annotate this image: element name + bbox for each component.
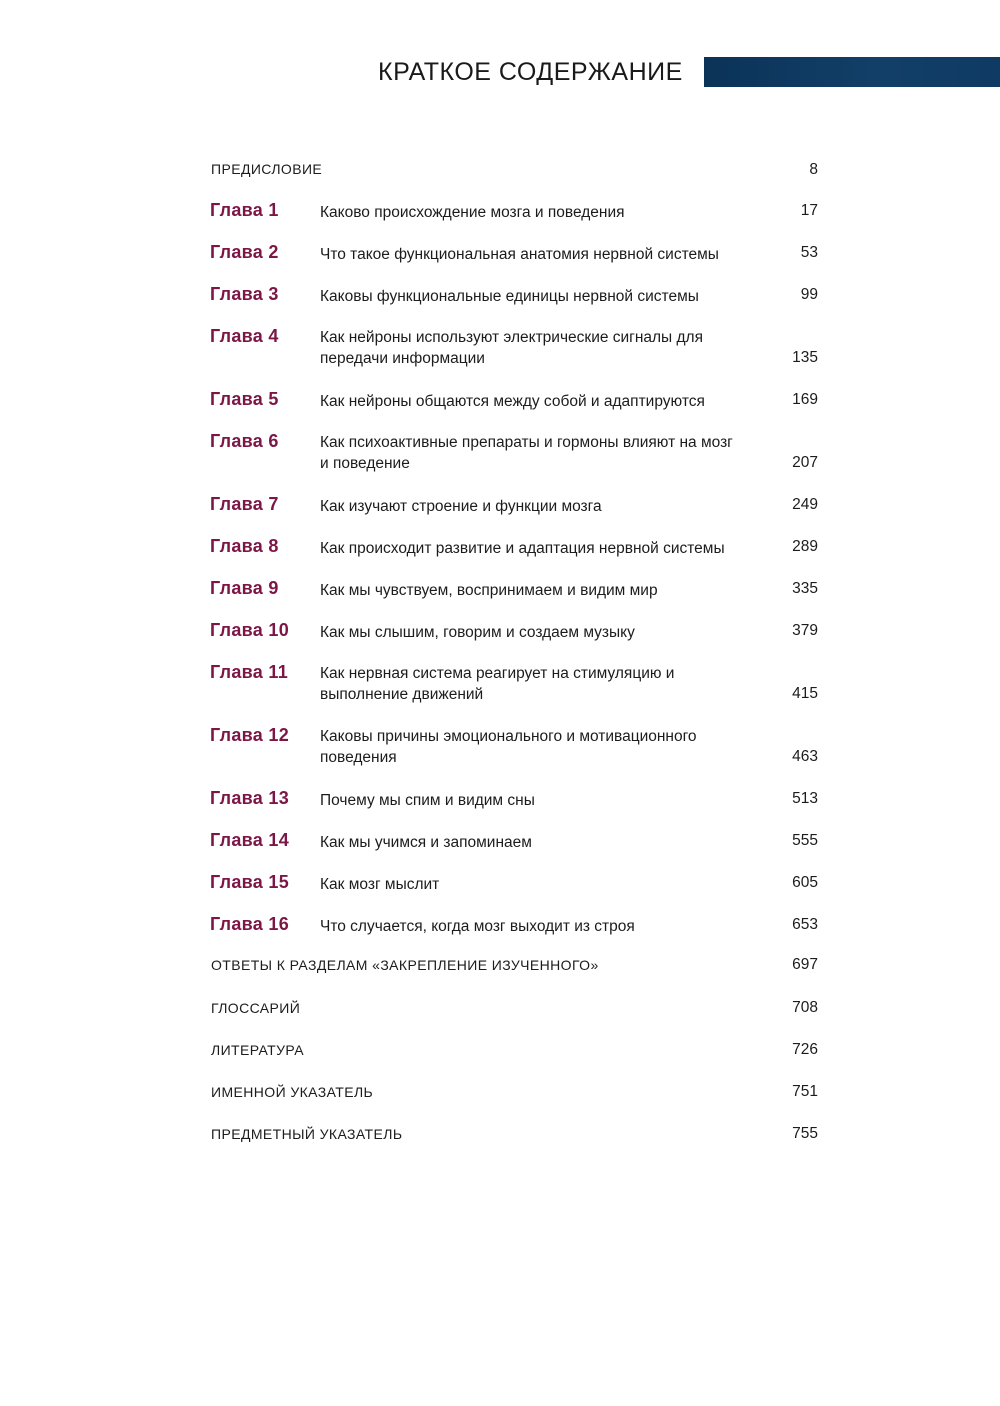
chapter-label: Глава 6 <box>210 431 279 451</box>
entry-page-number: 605 <box>792 874 818 891</box>
entry-page-number: 53 <box>800 244 818 261</box>
chapter-label: Глава 11 <box>210 662 289 682</box>
entry-page-number: 169 <box>792 391 818 408</box>
entry-label: ИМЕННОЙ УКАЗАТЕЛЬ <box>211 1084 374 1100</box>
chapter-title: Что случается, когда мозг выходит из строя <box>320 918 635 935</box>
entry-page-number: 17 <box>800 202 818 219</box>
chapter-label: Глава 14 <box>210 830 290 850</box>
chapter-title: Каковы причины эмоционального и мотивационного поведения <box>320 728 697 766</box>
entry-page-number: 8 <box>809 161 818 178</box>
entry-page-number: 463 <box>792 748 818 765</box>
chapter-label: Глава 12 <box>210 725 290 745</box>
chapter-title: Что такое функциональная анатомия нервной системы <box>320 246 719 263</box>
chapter-label: Глава 10 <box>210 620 290 640</box>
chapter-label: Глава 16 <box>210 914 290 934</box>
page-title: КРАТКОЕ СОДЕРЖАНИЕ <box>378 58 683 86</box>
entry-label: ЛИТЕРАТУРА <box>211 1042 304 1058</box>
chapter-title: Как нейроны общаются между собой и адаптируются <box>320 393 705 410</box>
chapter-title: Почему мы спим и видим сны <box>320 792 535 809</box>
entry-page-number: 289 <box>792 538 818 555</box>
entry-page-number: 653 <box>792 916 818 933</box>
chapter-label: Глава 8 <box>210 536 279 556</box>
entry-page-number: 135 <box>792 349 818 366</box>
entry-label: ГЛОССАРИЙ <box>211 1000 301 1016</box>
chapter-label: Глава 7 <box>210 494 279 514</box>
entry-page-number: 207 <box>792 454 818 471</box>
entry-page-number: 335 <box>792 580 818 597</box>
entry-label: ОТВЕТЫ К РАЗДЕЛАМ «ЗАКРЕПЛЕНИЕ ИЗУЧЕННОГО» <box>211 957 599 973</box>
entry-page-number: 555 <box>792 832 818 849</box>
entry-page-number: 726 <box>792 1041 818 1058</box>
chapter-title: Как происходит развитие и адаптация нервной системы <box>320 540 725 557</box>
chapter-label: Глава 13 <box>210 788 290 808</box>
entry-page-number: 697 <box>792 956 818 973</box>
chapter-title: Как мы учимся и запоминаем <box>320 834 532 851</box>
chapter-label: Глава 5 <box>210 389 279 409</box>
entry-page-number: 99 <box>800 286 818 303</box>
chapter-title: Как мы чувствуем, воспринимаем и видим мир <box>320 582 658 599</box>
chapter-label: Глава 4 <box>210 326 279 346</box>
chapter-title: Как мы слышим, говорим и создаем музыку <box>320 624 635 641</box>
entry-page-number: 708 <box>792 999 818 1016</box>
chapter-label: Глава 2 <box>210 242 279 262</box>
chapter-label: Глава 1 <box>210 200 279 220</box>
chapter-label: Глава 3 <box>210 284 279 304</box>
chapter-label: Глава 15 <box>210 872 290 892</box>
chapter-title: Каково происхождение мозга и поведения <box>320 204 625 221</box>
entry-page-number: 379 <box>792 622 818 639</box>
entry-page-number: 415 <box>792 685 818 702</box>
chapter-label: Глава 9 <box>210 578 279 598</box>
chapter-title: Как нейроны используют электрические сигналы для передачи информации <box>320 329 703 367</box>
entry-label: ПРЕДМЕТНЫЙ УКАЗАТЕЛЬ <box>211 1126 403 1142</box>
entry-page-number: 751 <box>792 1083 818 1100</box>
entry-page-number: 755 <box>792 1125 818 1142</box>
entry-page-number: 513 <box>792 790 818 807</box>
chapter-title: Как изучают строение и функции мозга <box>320 498 602 515</box>
chapter-title: Как психоактивные препараты и гормоны влияют на мозг и поведение <box>320 434 733 472</box>
entry-label: ПРЕДИСЛОВИЕ <box>211 161 323 177</box>
chapter-title: Как мозг мыслит <box>320 876 440 893</box>
entry-page-number: 249 <box>792 496 818 513</box>
chapter-title: Каковы функциональные единицы нервной системы <box>320 288 699 305</box>
chapter-title: Как нервная система реагирует на стимуляцию и выполнение движений <box>320 665 675 703</box>
